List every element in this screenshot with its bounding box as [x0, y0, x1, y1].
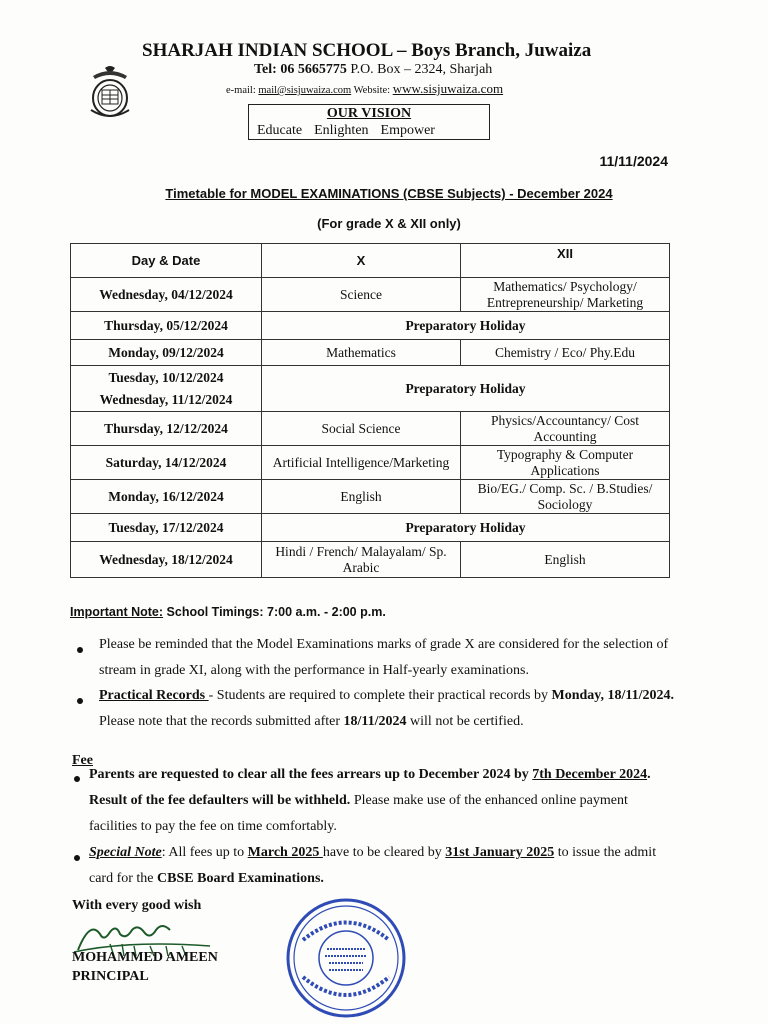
table-row — [71, 412, 670, 446]
table-header-row — [71, 244, 670, 278]
table-row — [71, 514, 670, 542]
principal-name: MOHAMMED AMEEN — [72, 950, 218, 965]
website-label: Website: — [351, 85, 393, 96]
row-xii-subject: Chemistry / Eco/ Phy.Edu — [461, 340, 670, 366]
row-date-line: Wednesday, 11/12/2024 — [99, 391, 233, 407]
bullet-icon — [77, 647, 83, 653]
row-date: Monday, 09/12/2024 — [71, 340, 262, 366]
row-date — [71, 366, 262, 412]
website-link[interactable]: www.sisjuwaiza.com — [392, 81, 504, 96]
practical-records-label: Practical Records — [99, 688, 209, 703]
row-xii-subject: Typography & Computer Applications — [461, 446, 670, 480]
bullet-icon — [74, 855, 80, 861]
email-label: e-mail: — [226, 85, 259, 96]
document-date: 11/11/2024 — [599, 153, 668, 169]
table-row — [71, 366, 670, 412]
row-date: Thursday, 12/12/2024 — [71, 412, 262, 446]
fee-deadline: 7th December 2024 — [532, 767, 648, 782]
vision-word: Empower — [380, 123, 435, 138]
row-date: Saturday, 14/12/2024 — [71, 446, 262, 480]
row-holiday: Preparatory Holiday — [262, 366, 670, 412]
row-xii-subject: English — [461, 542, 670, 578]
note-text: Please make use of the enhanced online payment facilities to pay the fee on time comfortably. — [89, 793, 628, 834]
table-row — [71, 340, 670, 366]
vision-word: Educate — [257, 123, 303, 138]
fee-heading: Fee — [72, 753, 93, 768]
fee-deadline: 31st January 2025 — [445, 845, 555, 860]
vision-word: Enlighten — [314, 123, 369, 138]
deadline-date: 18/11/2024 — [343, 714, 407, 729]
note-text: : All fees up to — [161, 845, 248, 860]
school-timings: School Timings: 7:00 a.m. - 2:00 p.m. — [163, 605, 386, 619]
note-special — [89, 840, 679, 892]
school-name: SHARJAH INDIAN SCHOOL – Boys Branch, Juwaiza — [142, 40, 592, 61]
row-x-subject: Mathematics — [262, 340, 461, 366]
row-xii-subject: Physics/Accountancy/ Cost Accounting — [461, 412, 670, 446]
school-logo — [85, 64, 135, 122]
school-stamp — [283, 895, 409, 1021]
note-text: . Result of the fee defaulters will be withheld. — [89, 767, 651, 808]
note-text: have to be cleared by — [322, 845, 446, 860]
row-holiday: Preparatory Holiday — [262, 514, 670, 542]
important-note-label: Important Note: — [70, 605, 164, 619]
note-text: to issue the admit card for the — [89, 845, 657, 886]
row-date: Thursday, 05/12/2024 — [71, 312, 262, 340]
row-x-subject: Science — [262, 278, 461, 312]
note-text: will not be certified. — [406, 714, 524, 729]
timetable-title — [0, 186, 768, 201]
row-xii-subject: Mathematics/ Psychology/ Entrepreneurship/ Marketing — [461, 278, 670, 312]
header-grade-xii: XII — [461, 244, 670, 278]
email-link[interactable]: mail@sisjuwaiza.com — [258, 85, 352, 96]
header-grade-x: X — [262, 244, 461, 278]
row-holiday: Preparatory Holiday — [262, 312, 670, 340]
note-text: Please note that the records submitted after — [99, 714, 344, 729]
email-website-line — [226, 81, 503, 97]
contact-line — [254, 62, 492, 78]
note-practical-records — [99, 683, 679, 735]
header-day-date: Day & Date — [71, 244, 262, 278]
table-row — [71, 542, 670, 578]
row-x-subject: Social Science — [262, 412, 461, 446]
note-fee-arrears — [89, 762, 679, 840]
po-box: P.O. Box – 2324, Sharjah — [346, 62, 493, 77]
row-date: Wednesday, 18/12/2024 — [71, 542, 262, 578]
timetable — [70, 243, 670, 578]
fee-month: March 2025 — [247, 845, 323, 860]
closing-wish: With every good wish — [72, 898, 202, 913]
row-date-line: Tuesday, 10/12/2024 — [108, 369, 224, 385]
note-text: CBSE Board Examinations. — [157, 871, 324, 886]
bullet-icon — [77, 698, 83, 704]
row-date: Tuesday, 17/12/2024 — [71, 514, 262, 542]
vision-box — [248, 104, 490, 140]
vision-title: OUR VISION — [326, 106, 412, 121]
row-x-subject: Hindi / French/ Malayalam/ Sp. Arabic — [262, 542, 461, 578]
row-x-subject: English — [262, 480, 461, 514]
table-row — [71, 278, 670, 312]
deadline-date: Monday, 18/11/2024. — [551, 688, 675, 703]
note-stream-selection: Please be reminded that the Model Examinations marks of grade X are considered for the selection of stream in grade XI, along with the performance in Half-yearly examinations. — [99, 637, 669, 678]
principal-title: PRINCIPAL — [72, 969, 149, 984]
row-date: Monday, 16/12/2024 — [71, 480, 262, 514]
row-date: Wednesday, 04/12/2024 — [71, 278, 262, 312]
row-xii-subject: Bio/EG./ Comp. Sc. / B.Studies/ Sociology — [461, 480, 670, 514]
telephone: Tel: 06 5665775 — [254, 62, 347, 77]
note-text: - Students are required to complete their practical records by — [208, 688, 552, 703]
important-note — [70, 605, 386, 619]
special-note-label: Special Note — [89, 845, 162, 860]
timetable-title-text: Timetable for MODEL EXAMINATIONS (CBSE Subjects) - December 2024 — [165, 186, 613, 201]
timetable-subtitle: (For grade X & XII only) — [317, 216, 461, 231]
vision-words — [257, 123, 447, 139]
table-row — [71, 446, 670, 480]
row-x-subject: Artificial Intelligence/Marketing — [262, 446, 461, 480]
note-text: Parents are requested to clear all the fees arrears up to December 2024 by — [89, 767, 533, 782]
table-row — [71, 480, 670, 514]
bullet-icon — [74, 776, 80, 782]
table-row — [71, 312, 670, 340]
